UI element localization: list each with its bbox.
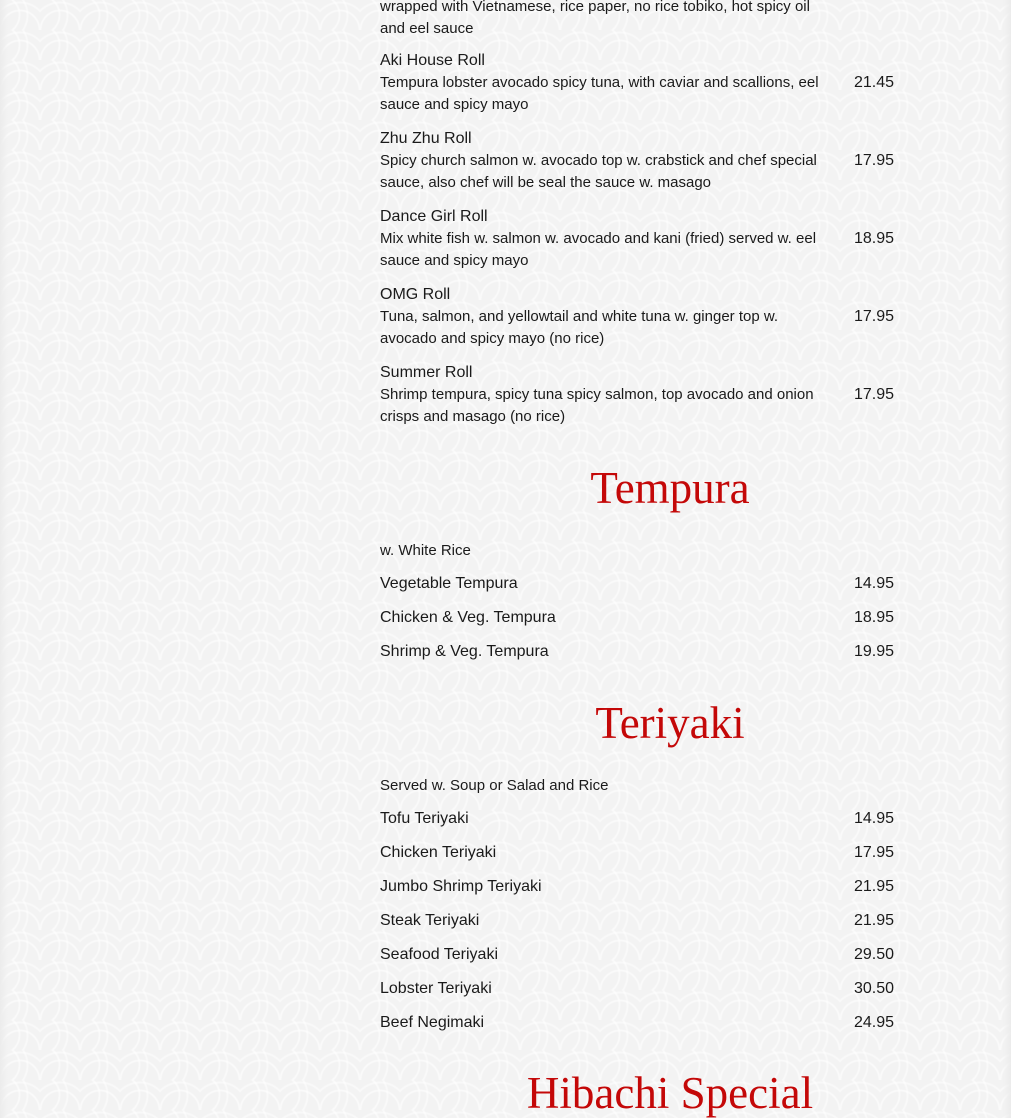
menu-item-name: OMG Roll: [380, 286, 451, 303]
menu-item: [380, 933, 900, 967]
menu-item-price: 17.95: [853, 844, 894, 861]
menu-item-price: 19.95: [853, 643, 894, 660]
menu-item-description: Spicy church salmon w. avocado top w. crabstick and chef special sauce, also chef will be seal the sauce w. masago: [380, 152, 817, 191]
menu-item-price: 29.50: [853, 946, 894, 963]
menu-item-name: Chicken Teriyaki: [380, 844, 497, 861]
menu-item: [380, 899, 900, 933]
menu-item-price: 17.95: [853, 152, 894, 169]
menu-item-price: 17.95: [853, 386, 894, 403]
menu-item: [380, 284, 900, 350]
section-title-hibachi-special: Hibachi Special: [526, 1068, 814, 1118]
menu-item-name: Tofu Teriyaki: [380, 810, 469, 827]
menu-item-name: Seafood Teriyaki: [380, 946, 498, 963]
page-edge-left: [0, 0, 8, 1118]
menu-item: [380, 797, 900, 831]
menu-item: [380, 831, 900, 865]
menu-item-price: 21.95: [853, 878, 894, 895]
section-note-teriyaki: Served w. Soup or Salad and Rice: [380, 777, 609, 794]
menu-item-name: Aki House Roll: [380, 52, 485, 69]
menu-item-price: 21.95: [853, 912, 894, 929]
menu-item: [380, 362, 900, 428]
menu-item-name: Shrimp & Veg. Tempura: [380, 643, 549, 660]
menu-item-name: Dance Girl Roll: [380, 208, 488, 225]
menu-item: [380, 865, 900, 899]
menu-item-name: Zhu Zhu Roll: [380, 130, 472, 147]
menu-item-description: Shrimp tempura, spicy tuna spicy salmon, top avocado and onion crisps and masago (no rice): [380, 386, 814, 425]
section-note-tempura: w. White Rice: [380, 542, 471, 559]
menu-item-price: 14.95: [853, 575, 894, 592]
section-title-tempura: Tempura: [590, 463, 750, 513]
menu-item-price: 14.95: [853, 810, 894, 827]
menu-item-description-partial: wrapped with Vietnamese, rice paper, no rice tobiko, hot spicy oil and eel sauce: [380, 0, 810, 37]
menu-item-name: Beef Negimaki: [380, 1014, 485, 1031]
menu-item-price: 18.95: [853, 230, 894, 247]
menu-item-price: 24.95: [853, 1014, 894, 1031]
menu-item-name: Jumbo Shrimp Teriyaki: [380, 878, 542, 895]
menu-item: [380, 206, 900, 272]
menu-item: [380, 630, 900, 664]
page-edge-right: [1003, 0, 1011, 1118]
section-title-teriyaki: Teriyaki: [595, 698, 745, 748]
menu-item-description: Tempura lobster avocado spicy tuna, with caviar and scallions, eel sauce and spicy mayo: [380, 74, 819, 113]
menu-item-price: 18.95: [853, 609, 894, 626]
menu-item: [380, 50, 900, 116]
menu-item-price: 21.45: [853, 74, 894, 91]
menu-item-name: Vegetable Tempura: [380, 575, 518, 592]
menu-item-name: Lobster Teriyaki: [380, 980, 492, 997]
menu-item: [380, 596, 900, 630]
menu-item-name: Summer Roll: [380, 364, 473, 381]
menu-item-name: Chicken & Veg. Tempura: [380, 609, 556, 626]
menu-item-price: 30.50: [853, 980, 894, 997]
menu-item-name: Steak Teriyaki: [380, 912, 480, 929]
menu-item-description: Tuna, salmon, and yellowtail and white tuna w. ginger top w. avocado and spicy mayo (no rice): [380, 308, 779, 347]
menu-item: [380, 128, 900, 194]
menu-item-description: Mix white fish w. salmon w. avocado and kani (fried) served w. eel sauce and spicy mayo: [380, 230, 817, 269]
menu-item: [380, 562, 900, 596]
menu-item-price: 17.95: [853, 308, 894, 325]
menu-item: [380, 1001, 900, 1035]
menu-item: [380, 967, 900, 1001]
